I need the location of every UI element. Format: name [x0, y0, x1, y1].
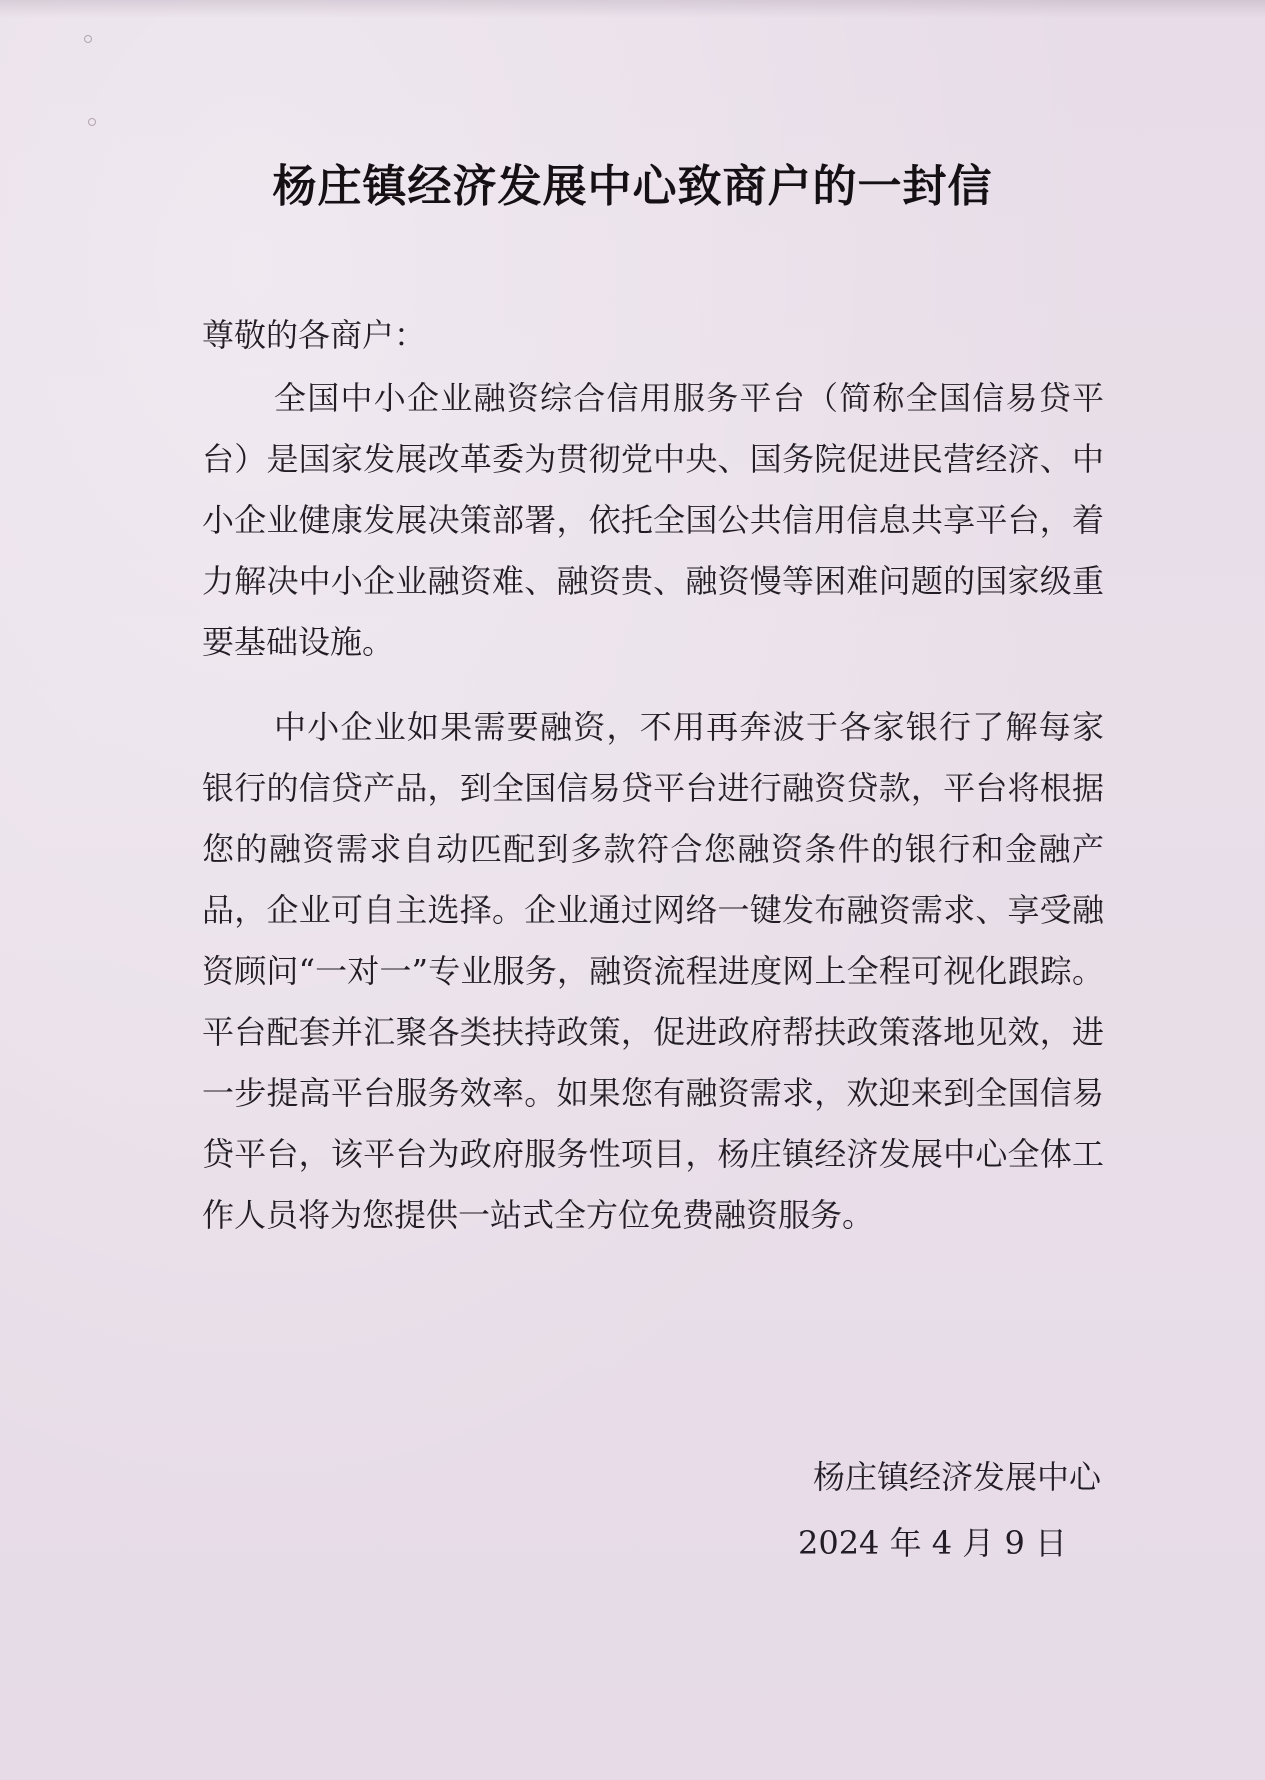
letter-salutation: 尊敬的各商户： — [202, 316, 427, 354]
letter-date: 2024 年 4 月 9 日 — [797, 1524, 1067, 1562]
paper-mark — [88, 118, 96, 126]
letter-signature: 杨庄镇经济发展中心 — [812, 1458, 1101, 1496]
letter-title: 杨庄镇经济发展中心致商户的一封信 — [272, 161, 993, 212]
paper-shadow — [0, 0, 1265, 18]
letter-paragraph-1: 全国中小企业融资综合信用服务平台（简称全国信易贷平台）是国家发展改革委为贯彻党中央、国务院促进民营经济、中小企业健康发展决策部署，依托全国公共信用信息共享平台，着力解决中小企业融资难、融资贵、融资慢等困难问题的国家级重要基础设施。 — [202, 379, 1104, 661]
letter-paragraph-2: 中小企业如果需要融资，不用再奔波于各家银行了解每家银行的信贷产品，到全国信易贷平台进行融资贷款，平台将根据您的融资需求自动匹配到多款符合您融资条件的银行和金融产品，企业可自主选择。企业通过网络一键发布融资需求、享受融资顾问“一对一”专业服务，融资流程进度网上全程可视化跟踪。平台配套并汇聚各类扶持政策，促进政府帮扶政策落地见效，进一步提高平台服务效率。如果您有融资需求，欢迎来到全国信易贷平台，该平台为政府服务性项目，杨庄镇经济发展中心全体工作人员将为您提供一站式全方位免费融资服务。 — [202, 708, 1104, 1234]
paper-mark — [84, 35, 92, 43]
